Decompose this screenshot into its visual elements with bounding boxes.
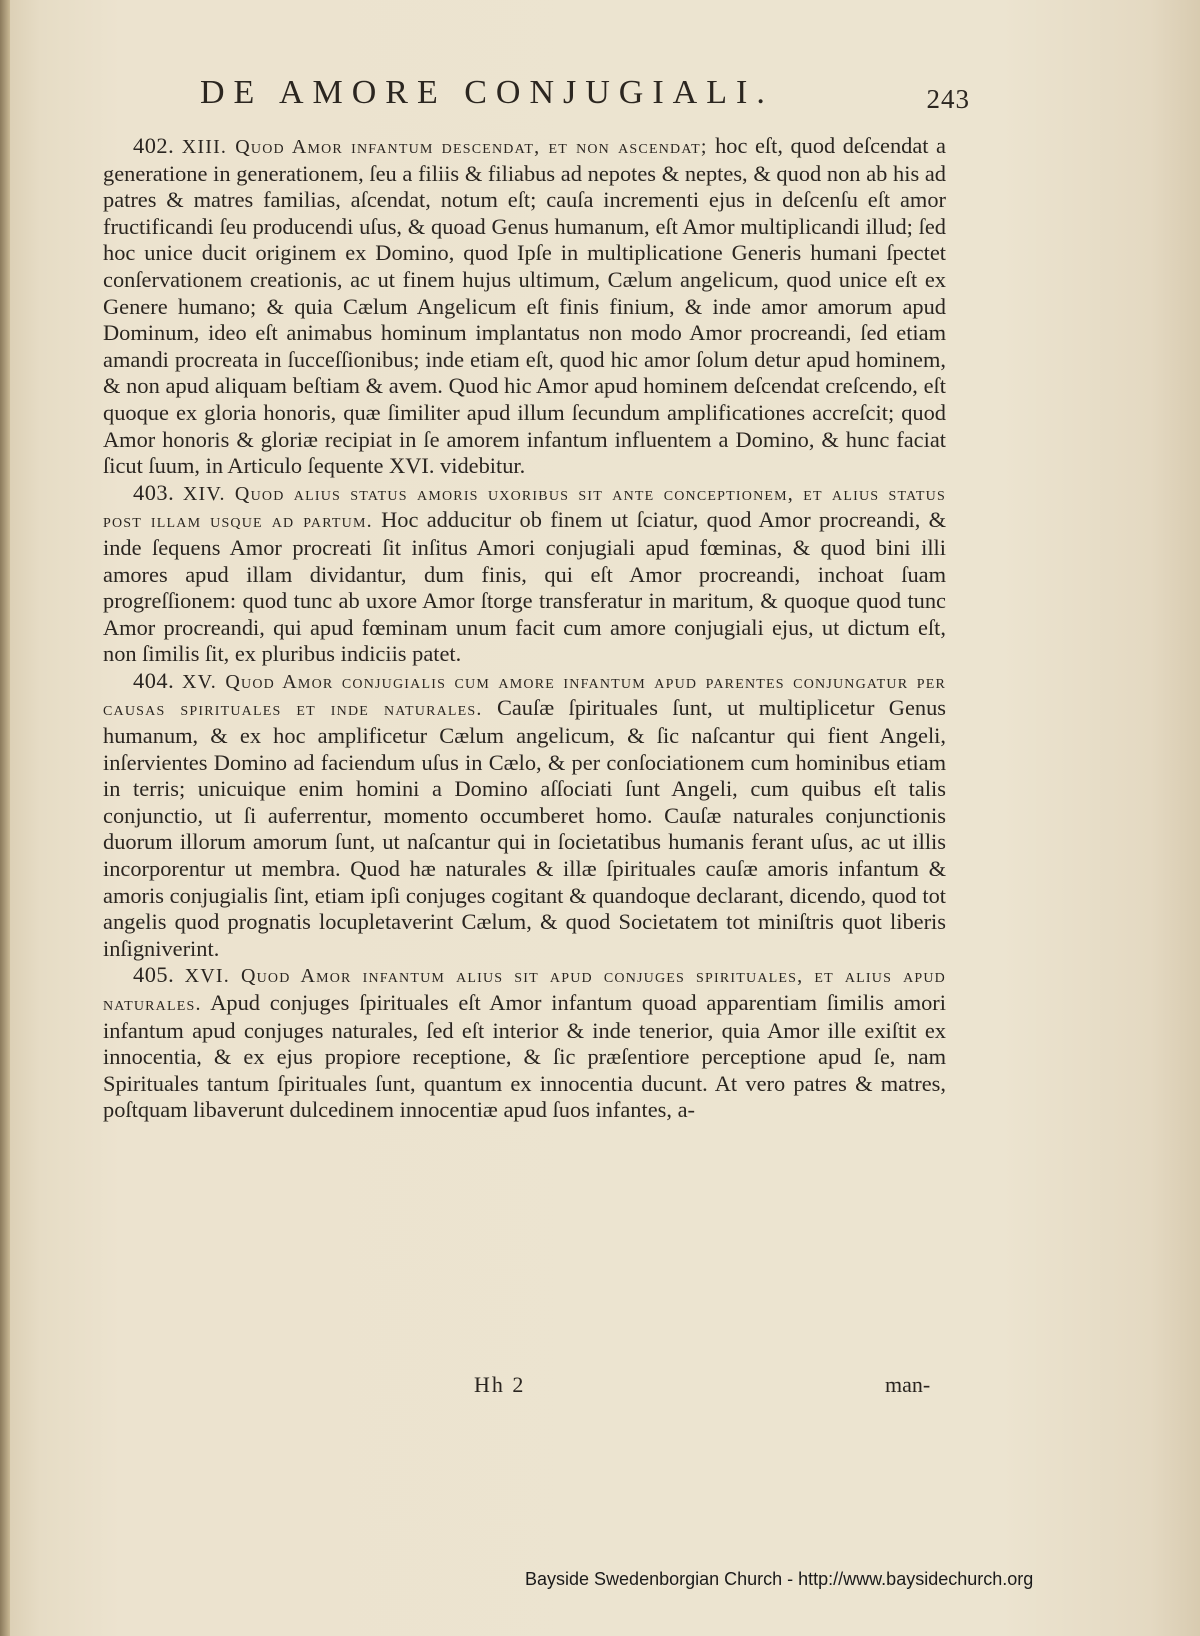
paragraph-403: [103, 480, 946, 668]
paragraph-heading: XV. Quod Amor conjugialis cum amore infantum apud parentes conjungatur per causas spirituales et inde naturales.: [103, 670, 946, 721]
running-title: DE AMORE CONJUGIALI.: [200, 74, 774, 111]
paragraph-402: [103, 133, 946, 480]
paragraph-number: 404.: [133, 667, 175, 693]
paragraph-404: [103, 668, 946, 963]
paragraph-number: 403.: [133, 479, 175, 505]
paragraph-heading: XIII. Quod Amor infantum descendat, et non ascendat;: [181, 136, 708, 158]
paragraph-number: 402.: [133, 133, 175, 158]
catchword: man-: [885, 1372, 931, 1397]
paragraph-body: hoc eſt, quod deſcendat a generatione in generationem, ſeu a filiis & filiabus ad nepotes & neptes, & quod non ab his ad patres & matres familias, aſcendat, notum eſt; cauſa incrementi ejus in deſcenſu eſt amor fructificandi ſeu producendi uſus, & quoad Genus humanum, eſt Amor multiplicandi illud; ſed hoc unice ducit originem ex Domino, quod Ipſe in multiplicatione Generis humani ſpectet conſervationem creationis, ac ut finem hujus ultimum, Cælum angelicum, quod unice eſt ex Genere humano; & quia Cælum Angelicum eſt finis finium, & inde amor amorum apud Dominum, ideo eſt animabus hominum implantatus non modo Amor procreandi, ſed etiam amandi procreata in ſucceſſionibus; inde etiam eſt, quod hic amor ſolum detur apud hominem, & non apud aliquam beſtiam & avem. Quod hic Amor apud hominem deſcendat creſcendo, eſt quoque ex gloria honoris, quæ ſimiliter apud illum ſecundum amplificationes accreſcit; quod Amor honoris & gloriæ recipiat in ſe amorem infantum influentem a Domino, & hunc faciat ſicut ſuum, in Articulo ſequente XVI. videbitur.: [103, 133, 946, 479]
page-header: [200, 74, 970, 118]
paragraph-heading: XVI. Quod Amor infantum alius sit apud conjuges spirituales, et alius apud naturales.: [103, 965, 946, 1015]
paragraph-body: Cauſæ ſpirituales ſunt, ut multiplicetur Genus humanum, & ex hoc amplificetur Cælum angelicum, & ſic naſcantur qui fient Angeli, inſervientes Domino ad faciendum uſus in Cælo, & per conſociationem cum hominibus etiam in terris; unicuique enim homini a Domino aſſociati ſunt Angeli, cum quibus eſt talis conjunctio, ut ſi auferrentur, momento occumberet homo. Cauſæ naturales conjunctionis duorum illorum amorum ſunt, ut naſcantur qui in ſocietatibus humanis ferant uſus, ac ut illis incorporentur ut membra. Quod hæ naturales & illæ ſpirituales cauſæ amoris infantum & amoris conjugialis ſint, etiam ipſi conjuges cogitant & quandoque declarant, dicendo, quod tot angelis quod prognatis locupletaverint Cælum, & quod Societatem tot miniſtris quot liberis inſigniverint.: [103, 695, 946, 961]
paragraph-heading: XIV. Quod alius status amoris uxoribus sit ante conceptionem, et alius status post illam usque ad partum.: [103, 482, 946, 533]
binding-edge: [0, 0, 10, 1636]
page-number: 243: [926, 84, 970, 114]
paragraph-number: 405.: [133, 962, 175, 988]
watermark-credit: Bayside Swedenborgian Church - http://www.baysidechurch.org: [525, 1569, 1034, 1589]
text-block: [103, 133, 946, 1124]
paragraph-body: Apud conjuges ſpirituales eſt Amor infantum quoad apparentiam ſimilis amori infantum apud conjuges naturales, ſed eſt interior & inde tenerior, quia Amor ille exiſtit ex innocentia, & ex ejus propiore receptione, & ſic præſentiore perceptione apud ſe, nam Spirituales tantum ſpirituales ſunt, quantum ex innocentia ducunt. At vero patres & matres, poſtquam libaverunt dulcedinem innocentiæ apud ſuos infantes, a-: [103, 990, 946, 1123]
paragraph-405: [103, 962, 946, 1124]
paragraph-body: Hoc adducitur ob finem ut ſciatur, quod Amor procreandi, & inde ſequens Amor procreati ſit inſitus Amori conjugiali apud fœminas, & quod bini illi amores apud illam dividantur, dum finis, qui eſt Amor procreandi, inchoat ſuam progreſſionem: quod tunc ab uxore Amor ſtorge transferatur in maritum, & quoque quod tunc Amor procreandi, qui apud fœminam unum facit cum amore conjugiali ejus, ut dictum eſt, non ſimilis ſit, ex pluribus indiciis patet.: [103, 507, 946, 667]
signature-mark: Hh 2: [474, 1372, 526, 1397]
